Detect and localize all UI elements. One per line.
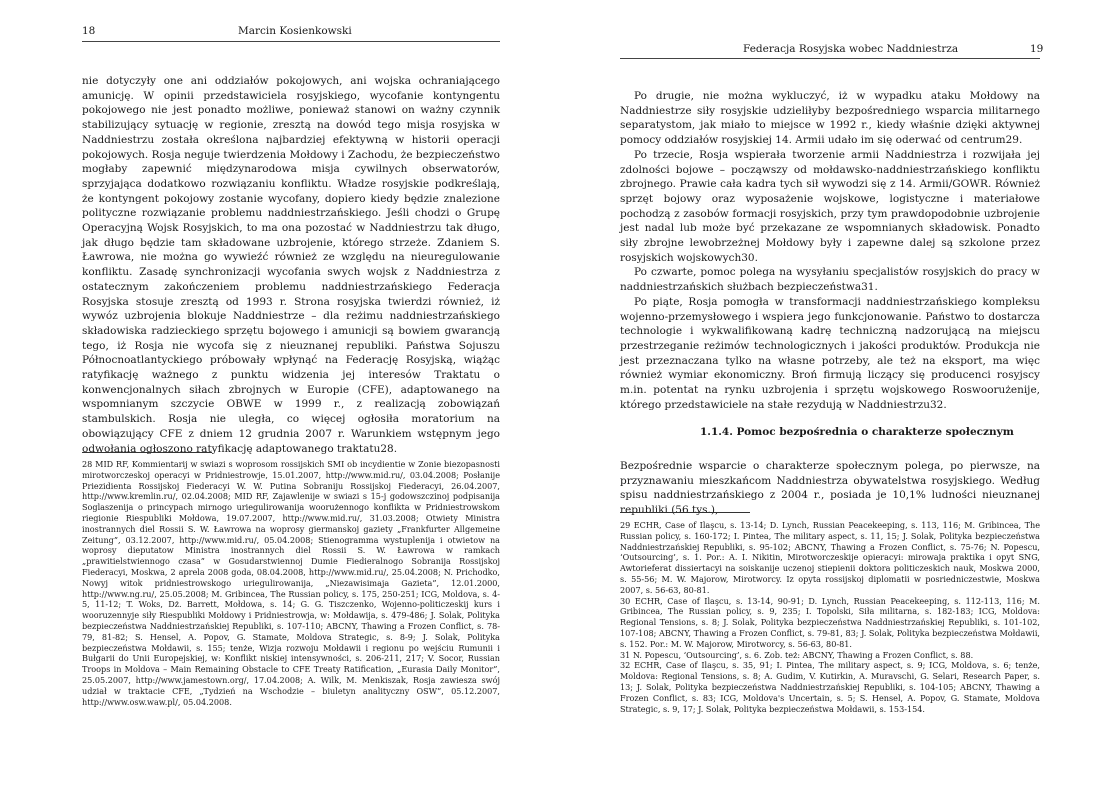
footnotes (620, 520, 1040, 714)
running-head: Marcin Kosienkowski (238, 25, 352, 37)
body-paragraph: Po piąte, Rosja pomogła w transformacji naddniestrzańskiego kompleksu wojenno-przemysłowego i wspiera jego funkcjonowanie. Państwo to dostarcza technologie i wykwalifikowaną kadrę techniczną nadzorującą na miejscu przestrzeganie reżimów technologicznych i jakości produktów. Produkcja nie jest przeznaczana tylko na własne potrzeby, ale też na eksport, ma więc również wymiar ekonomiczny. Broń firmują liczący się producenci rosyjscy m.in. potentat na rynku uzbrojenia i sprzętu wojskowego Roswoorużenije, którego przedstawiciele na stałe rezydują w Naddniestrzu32. (620, 295, 1040, 411)
page-number: 19 (1030, 43, 1044, 55)
right-page (560, 0, 1100, 785)
section-text (620, 459, 1040, 518)
footnote: 29 ECHR, Case of Ilaşcu, s. 13-14; D. Lynch, Russian Peacekeeping, s. 113, 116; M. Gribincea, The Russian policy, s. 160-172; I. Pintea, The military aspect, s. 11, 15; J. Solak, Polityka bezpieczeństwa Naddniestrzańskiej Republiki, s. 95-102; ABCNY, Thawing a Frozen Conflict, s. 75-76; N. Popescu, ‘Outsourcing’, s. 1. Por.: A. I. Nikitin, Mirotworczeskije opieracyi: mirowaja praktika i opyt SNG, Awtorieferat dissiertacyi na soiskanije uczenoj stiepienii doktora politiczeskich nauk, Moskwa 2000, s. 55-56; M. W. Majorow, Mirotworcy. Iz opyta rossijskoj diplomatii w posriedniczestwie, Moskwa 2007, s. 56-63, 80-81. (620, 520, 1040, 595)
header-rule (620, 58, 1040, 59)
left-page (0, 0, 520, 785)
footnote: 28 MID RF, Kommientarij w swiazi s woprosom rossijskich SMI ob incydientie w Zonie biezopasnosti mirotworczeskoj operacyi w Pridniestrowje, 15.01.2007, http://www.mid.ru/, 03.04.2008; Posłanije Priezidienta Rossijskoj Fiederacyi W. W. Putina Sobraniju Rossijskoj Fiederacyi, 26.04.2007, http://www.kremlin.ru/, 02.04.2008; MID RF, Zajawlenije w swiazi s 15-j godowszczinoj podpisanija Soglaszenija o princypach mirnogo uriegulirowanija woorużennogo konflikta w Pridniestrowskom riegionie Riespubliki Mołdowa, 19.07.2007, http://www.mid.ru/, 31.03.2008; Otwiety Ministra inostrannych diel Rossii S. W. Ławrowa na woprosy giermanskoj gaziety „Frankfurter Allgemeine Zeitung”, 03.12.2007, http://www.mid.ru/, 05.04.2008; Stienogramma wystuplenija i otwietow na woprosy dieputatow Ministra inostrannych diel Rossii S. W. Ławrowa w ramkach „prawitielstwiennogo czasa” w Gosudarstwiennoj Dumie Fiedieralnogo Sobranija Rossijskoj Fiederacyi, Moskwa, 2 aprela 2008 goda, 08.04.2008, http://www.mid.ru/, 25.04.2008; N. Prichodko, Nowyj witok pridniestrowskogo uriegulirowanija, „Niezawisimaja Gazieta”, 12.01.2000, http://www.ng.ru/, 25.05.2008; M. Gribincea, The Russian policy, s. 175, 250-251; ICG, Moldova, s. 4-5, 11-12; T. Woks, Dż. Barrett, Mołdowa, s. 14; G. G. Tiszczenko, Wojenno-politiczeskij kurs i wooruzennyje siły Riespubliki Mołdowy i Pridniestrowja, w: Mołdawija, s. 479-486; J. Solak, Polityka bezpieczeństwa Naddniestrzańskiej Republiki, s. 107-110; ABCNY, Thawing a Frozen Conflict, s. 78-79, 81-82; S. Hensel, A. Popov, G. Stamate, Moldova Strategic, s. 8-9; J. Solak, Polityka bezpieczeństwa Mołdawii, s. 155; tenże, Wizja rozwoju Mołdawii i regionu po wejściu Rumunii i Bułgarii do Unii Europejskiej, w: Konflikt niskiej intensywności, s. 206-211, 217; V. Socor, Russian Troops in Moldova – Main Remaining Obstacle to CFE Treaty Ratification, „Eurasia Daily Monitor”, 25.05.2007, http://www.jamestown.org/, 17.04.2008; A. Wilk, M. Menkiszak, Rosja zawiesza swój udział w traktacie CFE, „Tydzień na Wschodzie – biuletyn analityczny OSW”, 05.12.2007, http://www.osw.waw.pl/, 05.04.2008. (82, 459, 500, 707)
body-text (82, 74, 500, 456)
body-paragraph: Po drugie, nie można wykluczyć, iż w wypadku ataku Mołdowy na Naddniestrze siły rosyjskie udzieliłyby bezpośredniego wsparcia militarnego separatystom, jak miało to miejsce w 1992 r., kiedy właśnie dzięki aktywnej pomocy oddziałów rosyjskiej 14. Armii udało im się oderwać od centrum29. (620, 90, 1040, 147)
footnote: 32 ECHR, Case of Ilaşcu, s. 35, 91; I. Pintea, The military aspect, s. 9; ICG, Moldova, s. 6; tenże, Moldova: Regional Tensions, s. 8; A. Gudim, V. Kutirkin, A. Muravschi, G. Selari, Research Paper, s. 13; J. Solak, Polityka bezpieczeństwa Naddniestrzańskiej Republiki, s. 104-105; ABCNY, Thawing a Frozen Conflict, s. 83; ICG, Moldova's Uncertain, s. 5; S. Hensel, A. Popov, G. Stamate, Moldova Strategic, s. 9, 17; J. Solak, Polityka bezpieczeństwa Mołdawii, s. 153-154. (620, 660, 1040, 714)
header-rule (82, 41, 500, 42)
footnote-separator (82, 452, 212, 453)
running-head: Federacja Rosyjska wobec Naddniestrza (743, 43, 959, 55)
footnote-separator (620, 512, 750, 513)
body-text (620, 89, 1040, 412)
body-paragraph: Po trzecie, Rosja wspierała tworzenie armii Naddniestrza i rozwijała jej zdolności bojowe – począwszy od mołdawsko-naddniestrzańskiego konfliktu zbrojnego. Prawie cała kadra tych sił wywodzi się z 14. Armii/GOWR. Również sprzęt bojowy oraz wyposażenie wojskowe, logistyczne i materiałowe pochodzą z zasobów formacji rosyjskich, przy tym prawdopodobnie uzbrojenie jest nadal lub może być przekazane ze wspomnianych składowisk. Ponadto siły zbrojne lewobrzeżnej Mołdowy były i zapewne dalej są szkolone przez rosyjskich wojskowych30. (620, 148, 1040, 264)
body-paragraph: Bezpośrednie wsparcie o charakterze społecznym polega, po pierwsze, na przyznawaniu mieszkańcom Naddniestrza obywatelstwa rosyjskiego. Według spisu naddniestrzańskiego z 2004 r., posiada je 10,1% ludności nieuznanej republiki (56 tys.), (620, 460, 1040, 517)
footnote: 31 N. Popescu, ‘Outsourcing’, s. 6. Zob. też: ABCNY, Thawing a Frozen Conflict, s. 88. (620, 649, 974, 660)
footnotes (82, 459, 500, 707)
footnote: 30 ECHR, Case of Ilaşcu, s. 13-14, 90-91; D. Lynch, Russian Peacekeeping, s. 112-113, 116; M. Gribincea, The Russian policy, s. 9, 235; I. Topolski, Siła militarna, s. 182-183; ICG, Moldova: Regional Tensions, s. 8; J. Solak, Polityka bezpieczeństwa Naddniestrzańskiej Republiki, s. 101-102, 107-108; ABCNY, Thawing a Frozen Conflict, s. 79-81, 83; J. Solak, Polityka bezpieczeństwa Mołdawii, s. 152. Por.: M. W. Majorow, Mirotworcy, s. 56-63, 80-81. (620, 595, 1040, 649)
body-paragraph: nie dotyczyły one ani oddziałów pokojowych, ani wojska ochraniającego amunicję. W opinii przedstawiciela rosyjskiego, wycofanie kontyngentu pokojowego nie jest ponadto możliwe, ponieważ stanowi on ważny czynnik stabilizujący sytuację w regionie, zresztą na dowód tego misja rosyjska w Naddniestrzu została określona najbardziej efektywną w historii operacji pokojowych. Rosja neguje twierdzenia Mołdowy i Zachodu, że bezpieczeństwo mogłaby zapewnić międzynarodowa misja cywilnych obserwatorów, sprzyjająca dodatkowo rozwiązaniu konfliktu. Władze rosyjskie podkreślają, że kontyngent pokojowy zostanie wycofany, dopiero kiedy będzie znalezione polityczne rozwiązanie problemu naddniestrzańskiego. Jeśli chodzi o Grupę Operacyjną Wojsk Rosyjskich, to ma ona pozostać w Naddniestrzu tak długo, jak długo będzie tam składowane uzbrojenie, którego strzeże. Zdaniem S. Ławrowa, nie można go wywieźć również ze względu na nieuregulowanie konfliktu. Zasadę synchronizacji wycofania swych wojsk z Naddniestrza z ostatecznym zakończeniem problemu naddniestrzańskiego Federacja Rosyjska stosuje zresztą od 1993 r. Strona rosyjska twierdzi również, iż wywóz uzbrojenia blokuje Naddniestrze – dla reżimu naddniestrzańskiego składowiska radzieckiego sprzętu bojowego i amunicji są bowiem gwarancją tego, iż Rosja nie wycofa się z nieuznanej republiki. Państwa Sojuszu Północnoatlantyckiego próbowały wpłynąć na Federację Rosyjską, wiążąc ratyfikację ważnego z punktu widzenia jej interesów Traktatu o konwencjonalnych siłach zbrojnych w Europie (CFE), adaptowanego na wspomnianym szczycie OBWE w 1999 r., z realizacją zobowiązań stambulskich. Rosja nie uległa, co więcej ogłosiła moratorium na obowiązujący CFE z dniem 12 grudnia 2007 r. Warunkiem wstępnym jego odwołania ogłoszono ratyfikację adaptowanego traktatu28. (82, 75, 500, 455)
body-paragraph: Po czwarte, pomoc polega na wysyłaniu specjalistów rosyjskich do pracy w naddniestrzańskich służbach bezpieczeństwa31. (620, 266, 1040, 294)
section-heading: 1.1.4. Pomoc bezpośrednia o charakterze społecznym (700, 426, 1014, 438)
page-number: 18 (82, 25, 96, 37)
